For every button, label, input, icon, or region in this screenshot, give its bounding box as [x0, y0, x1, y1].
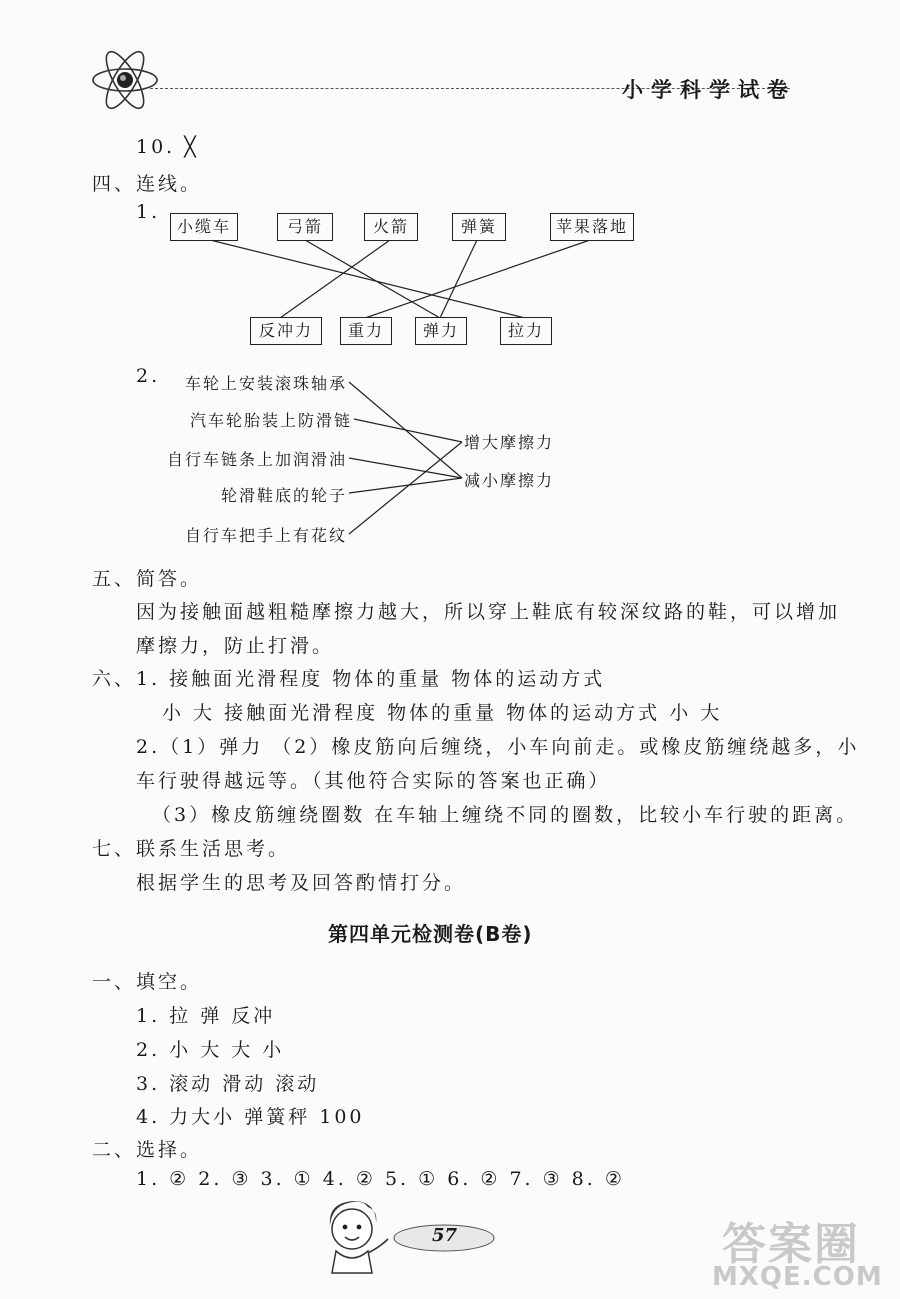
section-6-line-3: 2.（1）弹力 （2）橡皮筋向后缠绕，小车向前走。或橡皮筋缠绕越多，小 — [136, 736, 860, 758]
b-fill-item-4: 4. 力大小 弹簧秤 100 — [136, 1106, 365, 1128]
top-box-cable-car: 小缆车 — [170, 213, 238, 241]
unit-title: 第四单元检测卷(B卷) — [328, 922, 533, 946]
right-item-increase: 增大摩擦力 — [464, 433, 555, 452]
b-fill-item-1: 1. 拉 弹 反冲 — [136, 1005, 276, 1027]
watermark-logo: 答案圈 — [722, 1219, 860, 1270]
top-box-apple-falling: 苹果落地 — [550, 213, 634, 241]
left-item-4: 轮滑鞋底的轮子 — [220, 486, 347, 505]
top-box-spring: 弹簧 — [452, 213, 506, 241]
b-fill-item-3: 3. 滚动 滑动 滚动 — [136, 1073, 320, 1095]
b-section-1-title: 一、填空。 — [92, 971, 203, 993]
section-4-title: 四、连线。 — [92, 173, 203, 195]
watermark-url: MXQE.COM — [712, 1262, 883, 1292]
section-6-line-4: 车行驶得越远等。（其他符合实际的答案也正确） — [136, 770, 611, 792]
bottom-box-gravity: 重力 — [340, 317, 392, 345]
b-fill-item-2: 2. 小 大 大 小 — [136, 1039, 285, 1061]
bottom-box-pull: 拉力 — [500, 317, 552, 345]
b-choice-answers: 1. ② 2. ③ 3. ① 4. ② 5. ① 6. ② 7. ③ 8. ② — [136, 1168, 625, 1190]
section-5-line-2: 摩擦力，防止打滑。 — [136, 635, 335, 657]
cartoon-boy-icon — [318, 1195, 393, 1275]
section-7-title: 七、联系生活思考。 — [92, 838, 291, 860]
part-1-number: 1. — [136, 201, 161, 223]
section-6-line-5: （3）橡皮筋缠绕圈数 在车轴上缠绕不同的圈数，比较小车行驶的距离。 — [152, 804, 859, 826]
bottom-box-recoil: 反冲力 — [250, 317, 322, 345]
matching-lines-2 — [0, 0, 900, 560]
q10-answer: 10. ╳ — [136, 136, 199, 158]
top-box-rocket: 火箭 — [364, 213, 418, 241]
left-item-2: 汽车轮胎装上防滑链 — [189, 411, 352, 430]
left-item-3: 自行车链条上加润滑油 — [166, 450, 347, 469]
section-7-line-1: 根据学生的思考及回答酌情打分。 — [136, 872, 467, 894]
section-5-line-1: 因为接触面越粗糙摩擦力越大，所以穿上鞋底有较深纹路的鞋，可以增加 — [136, 601, 841, 623]
section-6-line-1: 六、1. 接触面光滑程度 物体的重量 物体的运动方式 — [92, 668, 606, 690]
bottom-box-elastic: 弹力 — [415, 317, 467, 345]
left-item-5: 自行车把手上有花纹 — [184, 526, 347, 545]
top-box-bow: 弓箭 — [277, 213, 333, 241]
section-6-line-2: 小 大 接触面光滑程度 物体的重量 物体的运动方式 小 大 — [162, 702, 723, 724]
part-2-number: 2. — [136, 365, 161, 387]
left-item-1: 车轮上安装滚珠轴承 — [184, 374, 347, 393]
b-section-2-title: 二、选择。 — [92, 1139, 203, 1161]
brand-title: 小学科学试卷 — [622, 77, 796, 102]
right-item-decrease: 减小摩擦力 — [464, 471, 555, 490]
section-5-title: 五、简答。 — [92, 568, 203, 590]
page-number: 57 — [432, 1225, 458, 1246]
